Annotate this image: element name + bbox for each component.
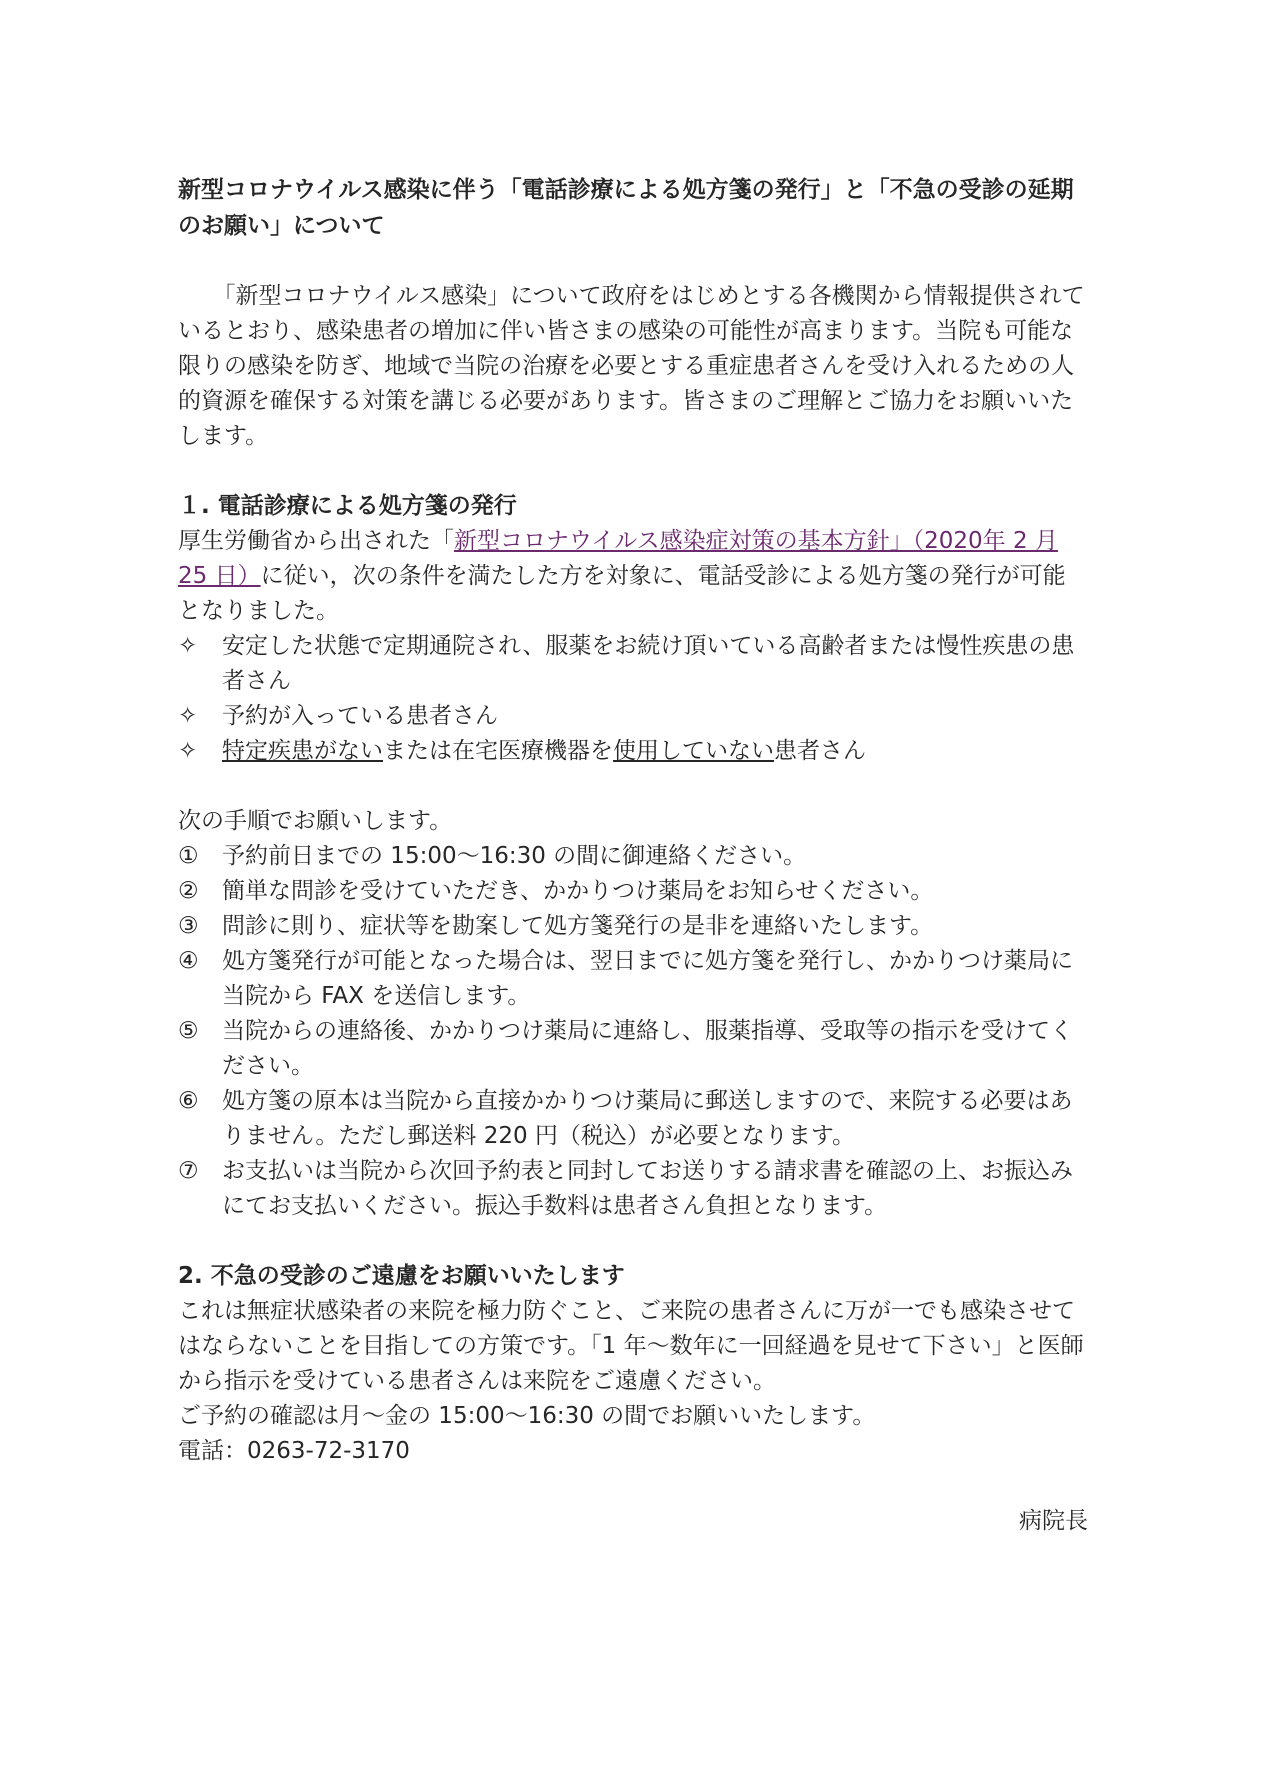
step-item — [178, 1084, 1088, 1154]
steps-intro: 次の手順でお願いします。 — [178, 808, 453, 834]
spacer — [178, 454, 1088, 489]
step-item — [178, 1154, 1088, 1224]
condition-fragment: または在宅医療機器を — [383, 738, 613, 764]
condition-text — [222, 734, 1088, 769]
step-number: ③ — [178, 913, 199, 939]
condition-item — [178, 629, 1088, 699]
step-text: 問診に則り、症状等を勘案して処方箋発行の是非を連絡いたします。 — [222, 913, 934, 939]
phone-number: 電話：0263-72-3170 — [178, 1438, 410, 1464]
section1-lead-before: 厚生労働省から出された「 — [178, 528, 454, 554]
document-page — [178, 172, 1088, 1562]
section1-lead — [178, 524, 1088, 629]
section1-lead-after: に従い，次の条件を満たした方を対象に、電話受診による処方箋の発行が可能となりました。 — [178, 563, 1066, 624]
step-number: ② — [178, 878, 199, 904]
section2-heading: 2. 不急の受診のご遠慮をお願いいたします — [178, 1263, 625, 1289]
section2-body: これは無症状感染者の来院を極力防ぐこと、ご来院の患者さんに万が一でも感染させてはならないことを目指しての方策です。「1 年～数年に一回経過を見せて下さい」と医師から指示を受けている患者さんは来院をご遠慮ください。 — [178, 1298, 1084, 1394]
condition-fragment: 患者さん — [774, 738, 866, 764]
condition-text: 安定した状態で定期通院され、服薬をお続け頂いている高齢者または慢性疾患の患者さん — [222, 633, 1075, 694]
step-text: 処方箋発行が可能となった場合は、翌日までに処方箋を発行し、かかりつけ薬局に当院から FAX を送信します。 — [222, 948, 1073, 1009]
step-text: 予約前日までの 15:00～16:30 の間に御連絡ください。 — [222, 843, 807, 869]
step-item — [178, 944, 1088, 1014]
step-item — [178, 1014, 1088, 1084]
policy-link[interactable]: 新型コロナウイルス感染症対策の基本方針」（2020年 2 月 25 日） — [178, 528, 1058, 589]
step-item — [178, 839, 1088, 874]
step-number: ④ — [178, 948, 199, 974]
step-text: 当院からの連絡後、かかりつけ薬局に連絡し、服薬指導、受取等の指示を受けてください。 — [222, 1018, 1073, 1079]
condition-text: 予約が入っている患者さん — [222, 703, 498, 729]
document-title: 新型コロナウイルス感染に伴う「電話診療による処方箋の発行」と「不急の受診の延期のお願い」について — [178, 177, 1074, 239]
step-item — [178, 909, 1088, 944]
sparkle-bullet-icon: ✧ — [178, 633, 198, 659]
steps-list — [178, 839, 1088, 1224]
step-text: 簡単な問診を受けていただき、かかりつけ薬局をお知らせください。 — [222, 878, 934, 904]
step-number: ⑤ — [178, 1018, 199, 1044]
underlined-phrase: 特定疾患がない — [222, 738, 383, 764]
step-number: ① — [178, 843, 199, 869]
intro-paragraph: 「新型コロナウイルス感染」について政府をはじめとする各機関から情報提供されているとおり、感染患者の増加に伴い皆さまの感染の可能性が高まります。当院も可能な限りの感染を防ぎ、地域で当院の治療を必要とする重症患者さんを受け入れるための人的資源を確保する対策を講じる必要があります。皆さまのご理解とご協力をお願いいたします。 — [178, 283, 1085, 449]
appointment-confirm-text: ご予約の確認は月～金の 15:00～16:30 の間でお願いいたします。 — [178, 1403, 876, 1429]
sparkle-bullet-icon: ✧ — [178, 703, 198, 729]
spacer — [178, 769, 1088, 804]
step-item — [178, 874, 1088, 909]
step-text: お支払いは当院から次回予約表と同封してお送りする請求書を確認の上、お振込みにてお支払いください。振込手数料は患者さん負担となります。 — [222, 1158, 1073, 1219]
signature: 病院長 — [1019, 1508, 1088, 1534]
condition-item — [178, 699, 1088, 734]
conditions-list — [178, 629, 1088, 769]
sparkle-bullet-icon: ✧ — [178, 738, 198, 764]
step-number: ⑦ — [178, 1158, 199, 1184]
spacer — [178, 1224, 1088, 1259]
underlined-phrase: 使用していない — [613, 738, 774, 764]
condition-item — [178, 734, 1088, 769]
section1-heading: １. 電話診療による処方箋の発行 — [178, 493, 517, 519]
step-number: ⑥ — [178, 1088, 199, 1114]
step-text: 処方箋の原本は当院から直接かかりつけ薬局に郵送しますので、来院する必要はありません。ただし郵送料 220 円（税込）が必要となります。 — [222, 1088, 1073, 1149]
